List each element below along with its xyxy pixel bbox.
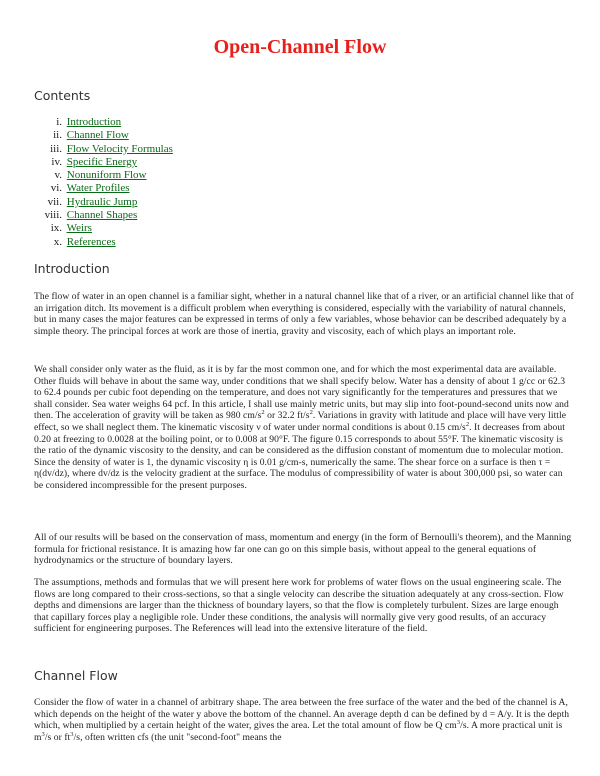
toc-link-nonuniform-flow[interactable]: Nonuniform Flow: [66, 169, 147, 182]
toc-item: viii. Channel Shapes: [44, 209, 138, 222]
intro-paragraph-3: All of our results will be based on the conservation of mass, momentum and energy (in the form of Bernoulli's theorem), and the Manning formula for frictional resistance. It is amazing how far one can go on this simple basis, without appeal to the general equations of hydrodynamics or the structure of boundary layers.: [34, 532, 572, 567]
toc-link-channel-shapes[interactable]: Channel Shapes: [66, 209, 138, 222]
toc-item: ix. Weirs: [50, 222, 92, 235]
toc-link-references[interactable]: References: [66, 235, 116, 248]
toc-item: x. References: [53, 235, 116, 248]
toc-item: vii. Hydraulic Jump: [47, 195, 138, 208]
toc-link-weirs[interactable]: Weirs: [66, 222, 92, 235]
toc-link-specific-energy[interactable]: Specific Energy: [66, 155, 138, 168]
toc-item: v. Nonuniform Flow: [54, 169, 147, 182]
table-of-contents: [34, 116, 334, 249]
toc-link-flow-velocity-formulas[interactable]: Flow Velocity Formulas: [66, 142, 173, 155]
toc-link-hydraulic-jump[interactable]: Hydraulic Jump: [66, 195, 138, 208]
toc-item: vi. Water Profiles: [50, 182, 130, 195]
page-title: Open-Channel Flow: [213, 36, 387, 58]
intro-paragraph-1: The flow of water in an open channel is a familiar sight, whether in a natural channel like that of a river, or an artificial channel like that of an irrigation ditch. Its movement is a difficult problem when everything is considered, especially with the variability of natural channels, but in many cases the major features can be expressed in terms of only a few variables, whose behavior can be described adequately by a simple theory. The principal forces at work are those of inertia, gravity and viscosity, each of which plays an important role.: [34, 291, 574, 337]
contents-heading: Contents: [34, 88, 91, 103]
toc-link-water-profiles[interactable]: Water Profiles: [66, 182, 130, 195]
toc-item: i. Introduction: [56, 116, 122, 128]
toc-link-introduction[interactable]: Introduction: [66, 116, 122, 128]
intro-paragraph-2: We shall consider only water as the fluid, as it is by far the most common one, and for which the most experimental data are available. Other fluids will behave in about the same way, under conditions that we shall specify below. Water has a density of about 1 g/cc or 62.3 to 62.4 pounds per cubic foot depending on the temperature, and does not vary significantly for the temperatures and pressures that we shall consider. Sea water weighs 64 pcf. In this article, I shall use mainly metric units, but may slip into foot-pound-second units now and then. The acceleration of gravity will be taken as 980 $cm/s^2$ or 32.2 $ft/s^2$. Variations in gravity with latitude and place will have very little effect, so we shall neglect them. The kinematic viscosity ν of water under normal conditions is about 0.15 $cm/s^2$. It decreases from about 0.20 at freezing to 0.0028 at the boiling point, or to 0.008 at 90°F. The figure 0.15 corresponds to about 55°F. The kinematic viscosity is the ratio of the dynamic viscosity to the density, and can be considered as the diffusion constant of momentum due to molecular motion. Since the density of water is 1, the dynamic viscosity η is 0.01 g/cm-s, numerically the same. The shear force on a surface is then τ = η(dv/dz), where dv/dz is the velocity gradient at the surface. The modulus of compressibility of water is about 300,000 psi, so water can be considered incompressible for the present purposes.: [34, 364, 569, 491]
toc-link-channel-flow[interactable]: Channel Flow: [66, 129, 129, 142]
toc-item: iii. Flow Velocity Formulas: [50, 142, 173, 155]
channel-flow-heading: Channel Flow: [34, 668, 118, 683]
channel-flow-paragraph-1: Consider the flow of water in a channel of arbitrary shape. The area between the free surface of the water and the bed of the channel is A, which depends on the height of the water y above the bottom of the channel. An average depth d can be defined by d = A/y. It is the depth which, when multiplied by a certain height of the water, gives the area. Let the total amount of flow be Q $cm^3/s$. A more practical unit is $m^3/s$ or $ft^3/s$, often written cfs (the unit "second-foot" means the: [34, 697, 570, 743]
toc-item: ii. Channel Flow: [53, 129, 129, 142]
introduction-heading: Introduction: [34, 261, 110, 276]
intro-paragraph-4: The assumptions, methods and formulas that we will present here work for problems of water flows on the usual engineering scale. The flows are long compared to their cross-sections, so that a single velocity can describe the situation adequately at any cross-section. Flow depths and dimensions are larger than the thickness of boundary layers, so that the flow is completely turbulent. Sizes are large enough that capillary forces play a negligible role. Under these conditions, the analysis will normally give very good results, of an accuracy sufficient for engineering purposes. The References will lead into the extensive literature of the field.: [34, 577, 564, 635]
toc-item: iv. Specific Energy: [51, 155, 138, 168]
